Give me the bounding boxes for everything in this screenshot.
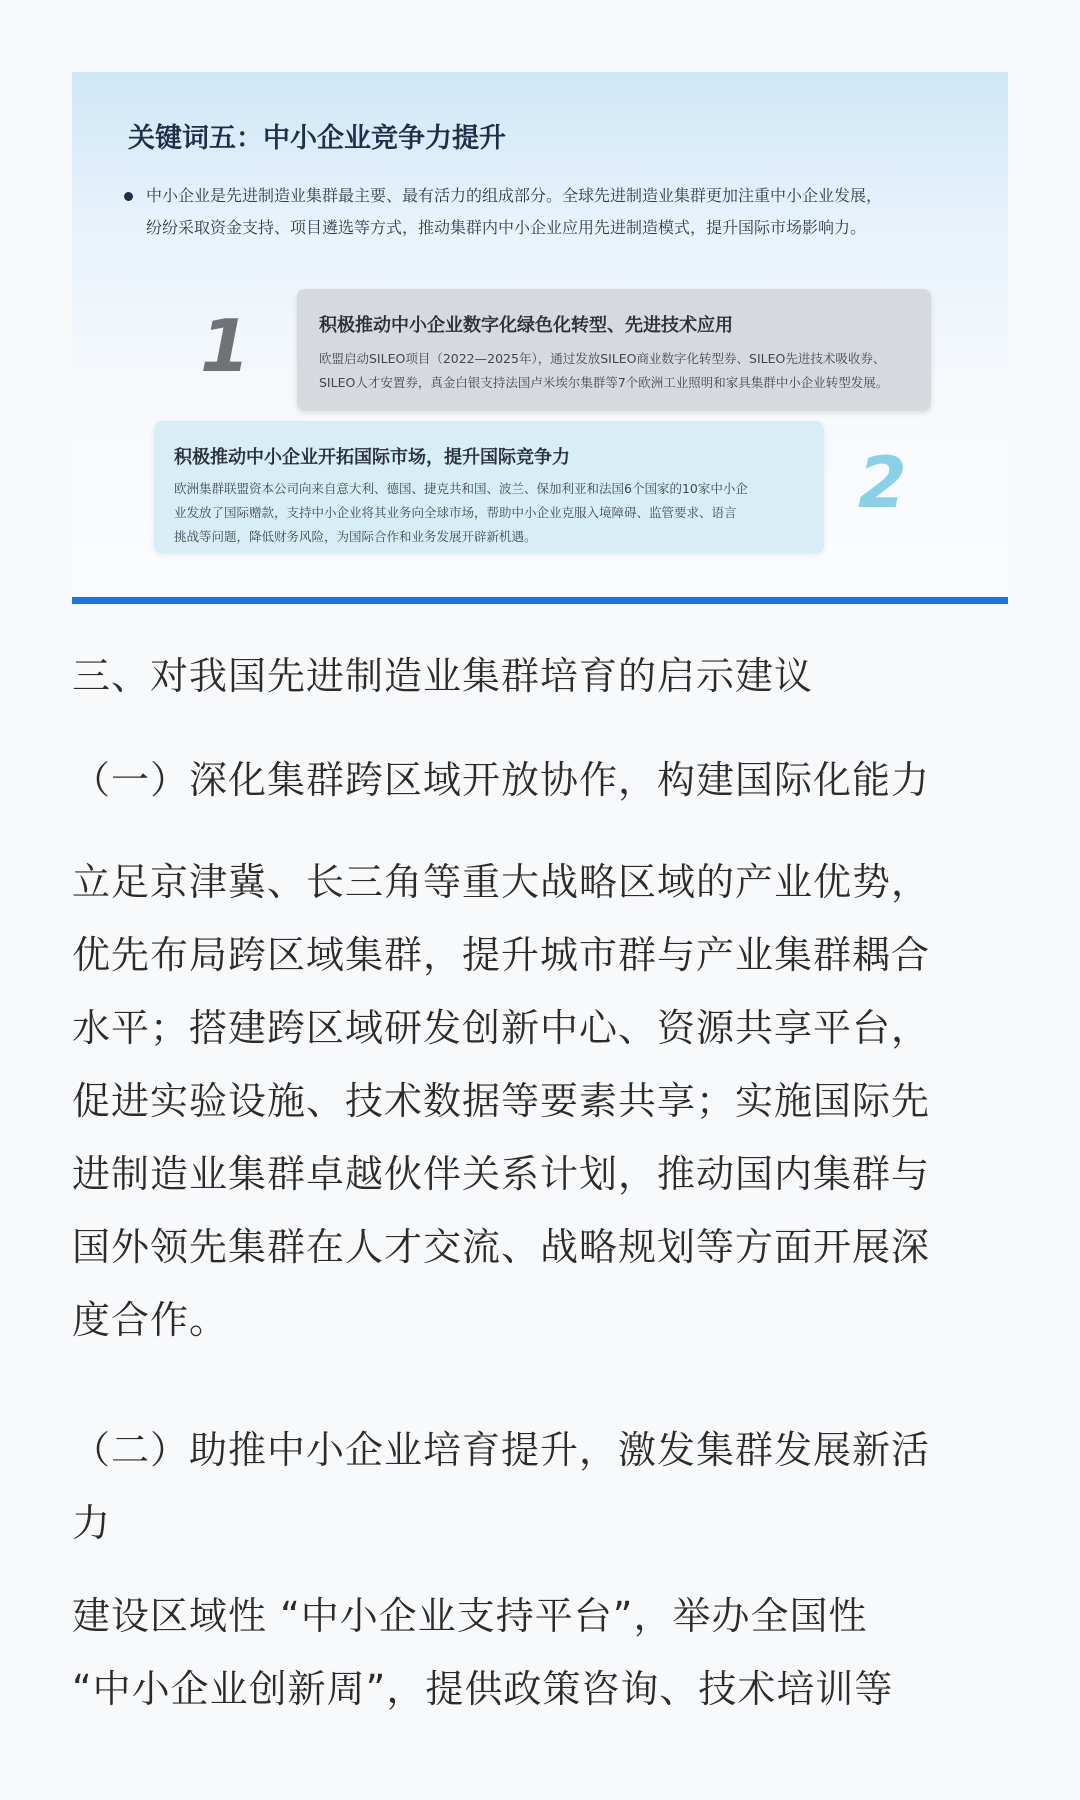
card1-body-line: 欧盟启动SILEO项目（2022—2025年），通过发放SILEO商业数字化转型券、SILEO先进技术吸收券、 xyxy=(319,351,886,366)
slide-title: 关键词五：中小企业竞争力提升 xyxy=(128,123,506,154)
card-1 xyxy=(297,289,931,411)
bullet-dot-icon xyxy=(124,192,133,201)
card1-number: 1 xyxy=(200,304,251,388)
paragraph-line: 国外领先集群在人才交流、战略规划等方面开展深 xyxy=(72,1225,931,1269)
paragraph-line: 度合作。 xyxy=(72,1298,229,1342)
card2-body-line: 欧洲集群联盟资本公司向来自意大利、德国、捷克共和国、波兰、保加利亚和法国6个国家的10家中小企 xyxy=(174,481,748,496)
heading-line: （二）助推中小企业培育提升，激发集群发展新活 xyxy=(72,1428,931,1472)
subsection-heading-1: （一）深化集群跨区域开放协作，构建国际化能力 xyxy=(72,758,931,802)
paragraph-line: 立足京津冀、长三角等重大战略区域的产业优势， xyxy=(72,860,931,904)
card2-number: 2 xyxy=(858,442,907,524)
card-2 xyxy=(154,421,824,553)
heading-line: 力 xyxy=(72,1501,112,1545)
slide-bullet xyxy=(124,180,974,244)
subsection-heading-2 xyxy=(72,1414,1012,1560)
paragraph-1 xyxy=(72,846,1012,1357)
card2-body xyxy=(174,477,794,549)
card2-body-line: 挑战等问题，降低财务风险，为国际合作和业务发展开辟新机遇。 xyxy=(174,529,537,544)
slide-accent-bar xyxy=(72,597,1008,604)
slide-bullet-line: 纷纷采取资金支持、项目遴选等方式，推动集群内中小企业应用先进制造模式，提升国际市场影响力。 xyxy=(146,218,867,237)
card1-body-line: SILEO人才安置券，真金白银支持法国卢米埃尔集群等7个欧洲工业照明和家具集群中小企业转型发展。 xyxy=(319,375,889,390)
paragraph-line: 进制造业集群卓越伙伴关系计划，推动国内集群与 xyxy=(72,1152,931,1196)
slide-image xyxy=(72,72,1008,592)
paragraph-line: 水平；搭建跨区域研发创新中心、资源共享平台， xyxy=(72,1006,931,1050)
card1-title: 积极推动中小企业数字化绿色化转型、先进技术应用 xyxy=(319,315,733,336)
paragraph-line: 建设区域性 “中小企业支持平台”，举办全国性 xyxy=(72,1594,868,1638)
paragraph-line: “中小企业创新周”，提供政策咨询、技术培训等 xyxy=(72,1667,894,1711)
slide-bullet-line: 中小企业是先进制造业集群最主要、最有活力的组成部分。全球先进制造业集群更加注重中小企业发展， xyxy=(146,186,883,205)
paragraph-2 xyxy=(72,1580,1012,1726)
slide-bullet-text xyxy=(146,180,974,244)
section-heading: 三、对我国先进制造业集群培育的启示建议 xyxy=(72,654,814,698)
card2-title: 积极推动中小企业开拓国际市场，提升国际竞争力 xyxy=(174,447,570,468)
paragraph-line: 促进实验设施、技术数据等要素共享；实施国际先 xyxy=(72,1079,931,1123)
paragraph-line: 优先布局跨区域集群，提升城市群与产业集群耦合 xyxy=(72,933,931,977)
card1-body xyxy=(319,347,919,395)
card2-body-line: 业发放了国际赠款，支持中小企业将其业务向全球市场，帮助中小企业克服入境障碍、监管要求、语言 xyxy=(174,505,737,520)
